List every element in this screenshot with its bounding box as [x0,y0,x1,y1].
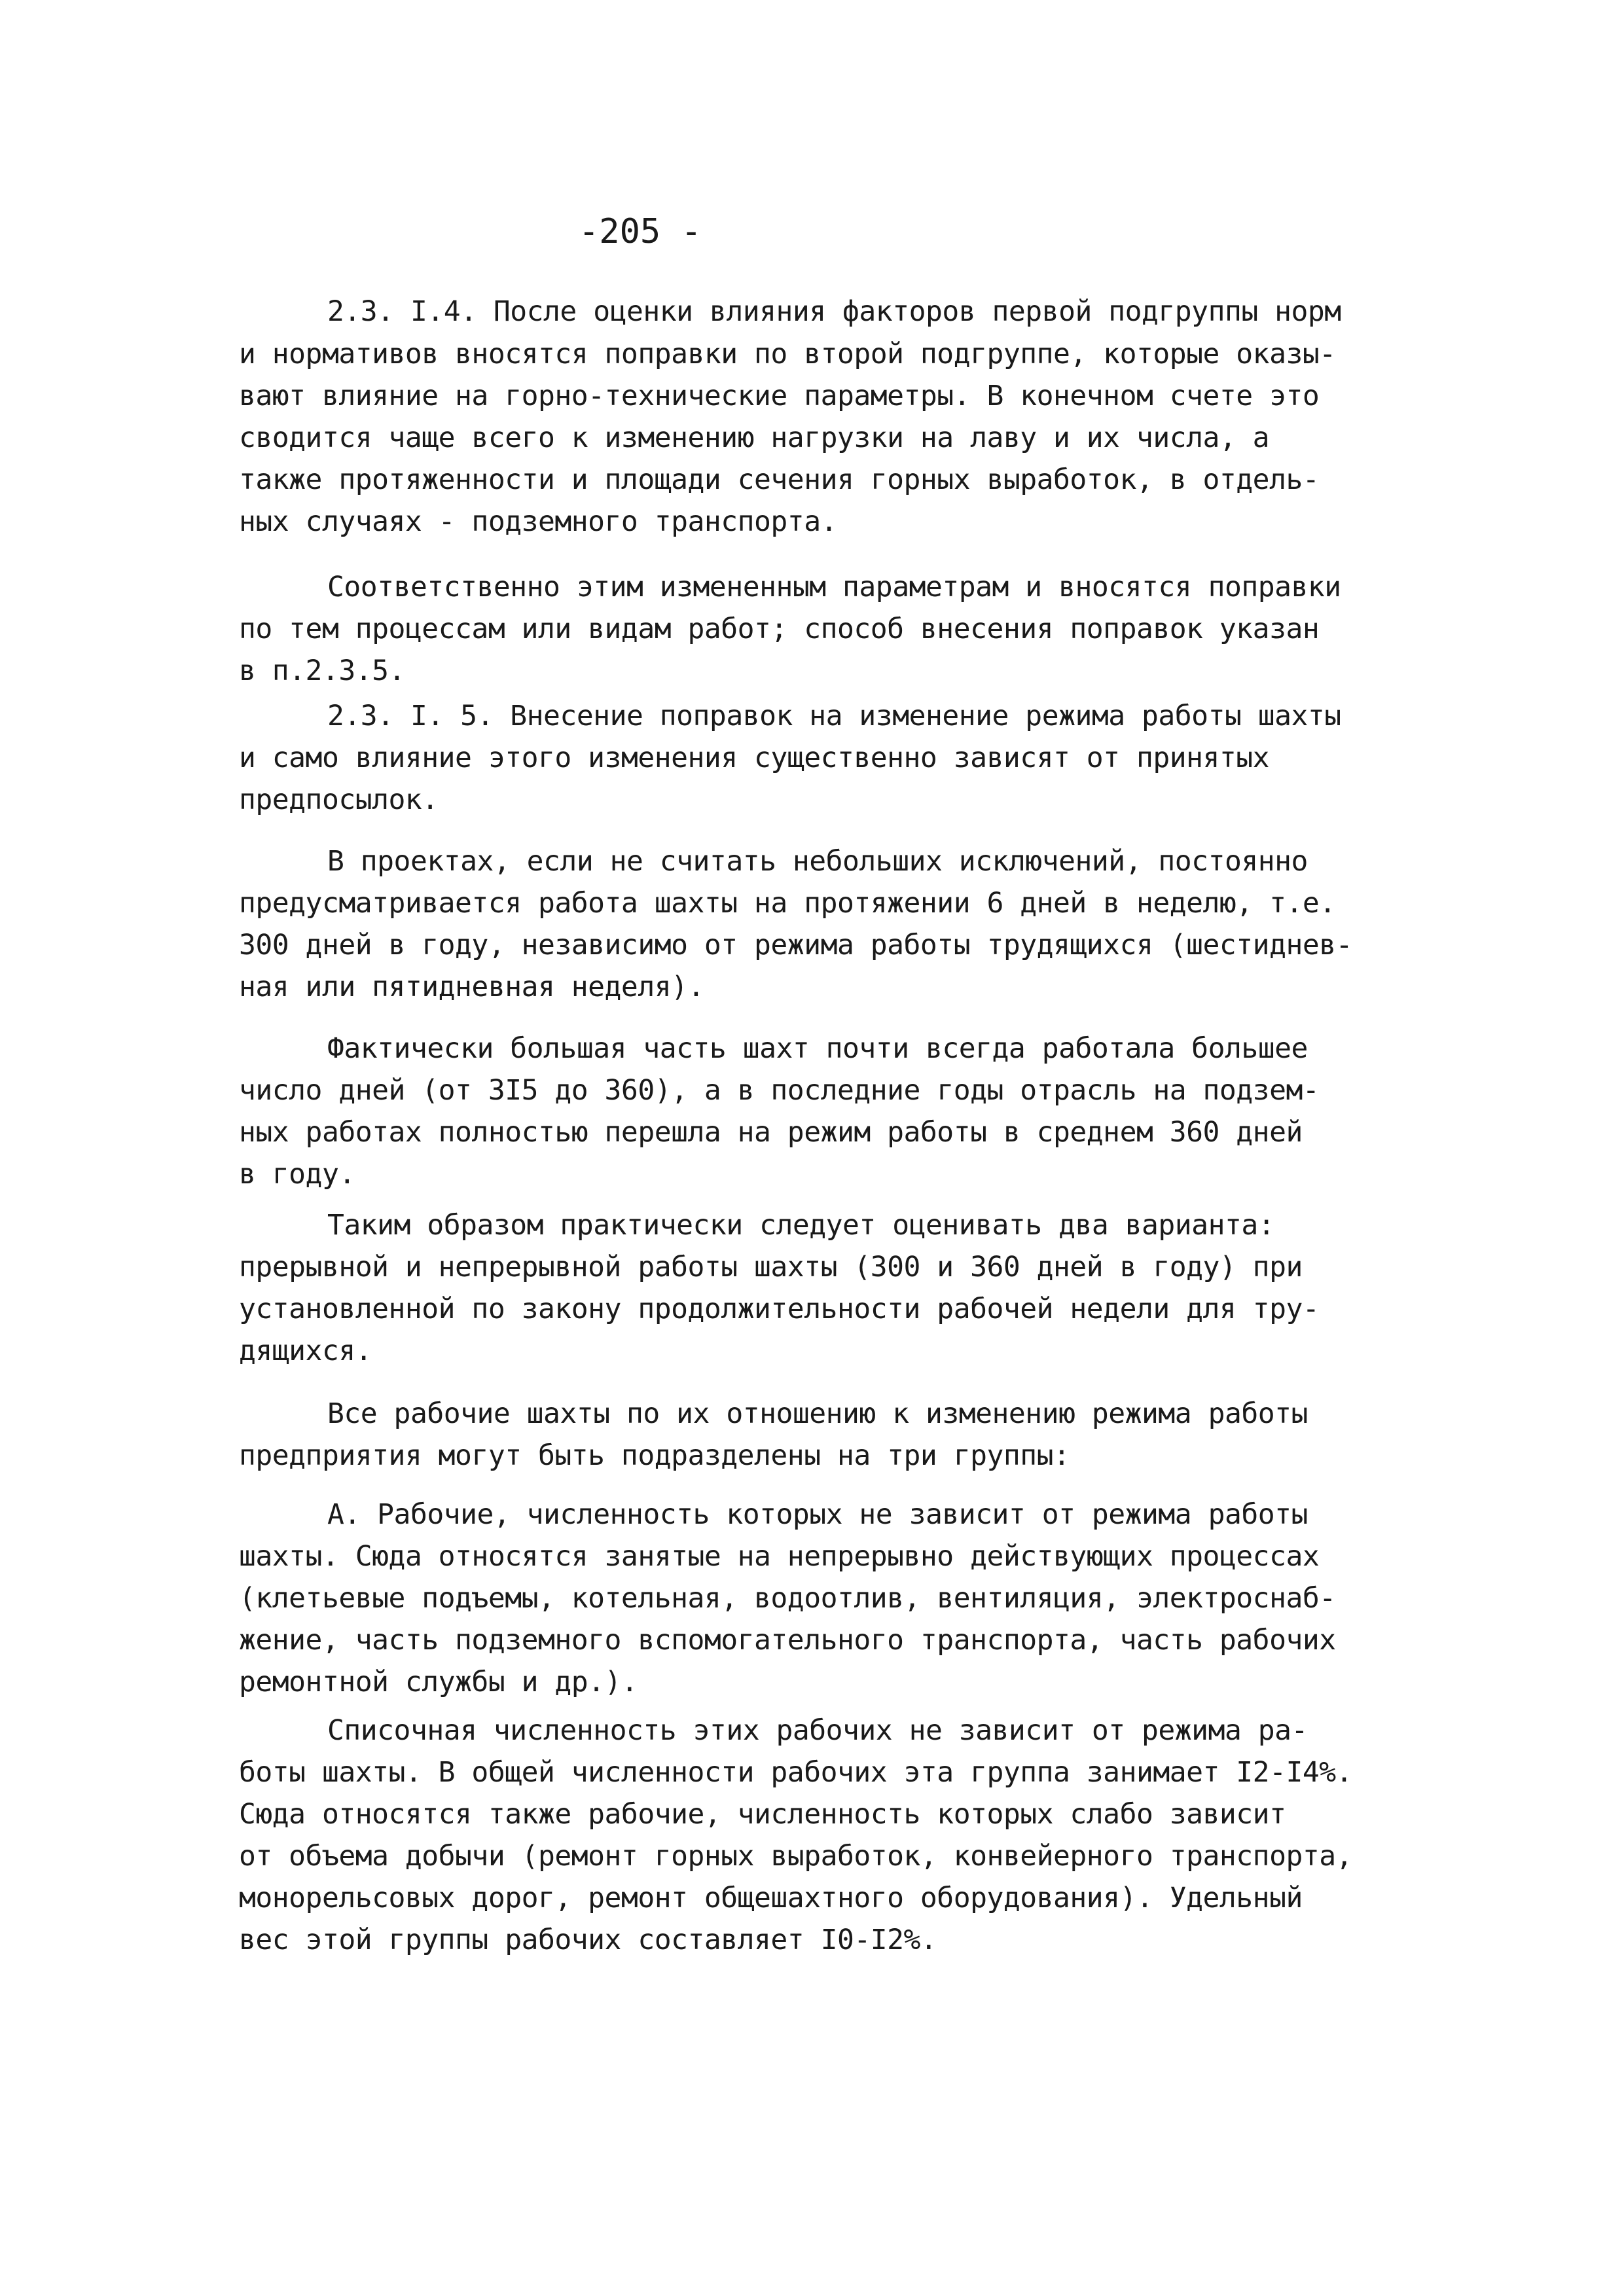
text-line: Сюда относятся также рабочие, численность которых слабо зависит [239,1798,1286,1831]
text-line: ных случаях - подземного транспорта. [239,505,837,538]
text-line: и само влияние этого изменения существенно зависят от принятых [239,742,1270,774]
text-line: дящихся. [239,1335,372,1367]
text-line: также протяженности и площади сечения горных выработок, в отдель- [239,463,1320,496]
text-line: Соответственно этим измененным параметрам и вносятся поправки [327,571,1341,603]
text-line: предусматривается работа шахты на протяжении 6 дней в неделю, т.е. [239,887,1336,920]
text-line: жение, часть подземного вспомогательного транспорта, часть рабочих [239,1624,1336,1657]
text-line: 300 дней в году, независимо от режима работы трудящихся (шестиднев- [239,929,1353,961]
text-line: А. Рабочие, численность которых не зависит от режима работы [327,1498,1308,1531]
text-line: прерывной и непрерывной работы шахты (300 и 360 дней в году) при [239,1251,1303,1283]
text-line: Таким образом практически следует оценивать два варианта: [327,1209,1275,1242]
text-line: 2.3. I. 5. Внесение поправок на изменение режима работы шахты [327,700,1341,732]
text-line: 2.3. I.4. После оценки влияния факторов первой подгруппы норм [327,295,1341,328]
text-line: от объема добычи (ремонт горных выработок, конвейерного транспорта, [239,1840,1353,1873]
text-line: В проектах, если не считать небольших исключений, постоянно [327,845,1308,878]
text-line: в году. [239,1158,355,1191]
text-line: ных работах полностью перешла на режим работы в среднем 360 дней [239,1116,1303,1149]
text-line: в п.2.3.5. [239,655,405,687]
page-number: -205 - [579,212,702,251]
text-line: (клетьевые подъемы, котельная, водоотлив, вентиляция, электроснаб- [239,1582,1336,1615]
text-line: Списочная численность этих рабочих не зависит от режима ра- [327,1714,1308,1747]
text-line: сводится чаще всего к изменению нагрузки на лаву и их числа, а [239,422,1270,454]
text-line: по тем процессам или видам работ; способ внесения поправок указан [239,613,1320,645]
text-line: шахты. Сюда относятся занятые на непрерывно действующих процессах [239,1540,1320,1573]
text-line: вес этой группы рабочих составляет I0-I2%. [239,1924,937,1956]
text-line: вают влияние на горно-технические параметры. В конечном счете это [239,380,1320,412]
text-line: установленной по закону продолжительности рабочей недели для тру- [239,1293,1320,1325]
text-line: предпосылок. [239,783,439,816]
text-line: Все рабочие шахты по их отношению к изменению режима работы [327,1397,1308,1430]
text-line: и нормативов вносятся поправки по второй подгруппе, которые оказы- [239,338,1336,370]
text-line: ная или пятидневная неделя). [239,971,704,1003]
text-line: боты шахты. В общей численности рабочих эта группа занимает I2-I4%. [239,1756,1353,1789]
text-line: число дней (от 3I5 до 360), а в последние годы отрасль на подзем- [239,1074,1320,1107]
text-line: предприятия могут быть подразделены на три группы: [239,1439,1070,1472]
text-line: Фактически большая часть шахт почти всегда работала большее [327,1032,1308,1065]
text-line: ремонтной службы и др.). [239,1666,638,1698]
text-line: монорельсовых дорог, ремонт общешахтного оборудования). Удельный [239,1882,1303,1914]
